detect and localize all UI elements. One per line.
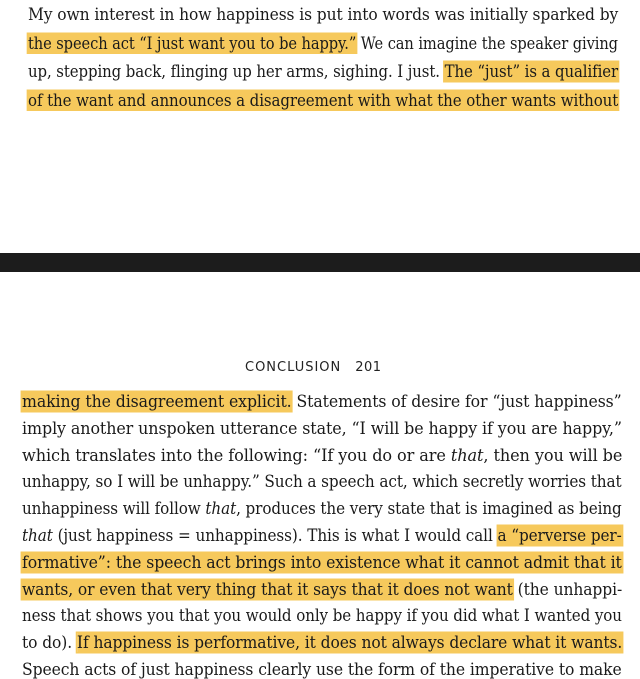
text-segment: , produces the very state that is imagined as being — [236, 499, 622, 519]
highlighted-text: of the want and announces a disagreement with what the other wants without — [28, 90, 619, 110]
text-line — [22, 419, 622, 438]
text-line — [28, 5, 618, 24]
text-segment: , then you will be — [483, 445, 623, 465]
text-segment: My own interest in how happiness is put into words was initially sparked by — [28, 5, 619, 24]
running-header — [245, 360, 382, 375]
highlighted-text: a “perverse per- — [497, 526, 622, 545]
highlighted-text: wants, or even that very thing that it says that it does not want — [22, 579, 513, 599]
text-line — [28, 91, 618, 110]
text-segment: imply another unspoken utterance state, “I will be happy if you are happy,” — [22, 418, 622, 438]
text-segment: We can imagine the speaker giving — [356, 33, 618, 53]
running-header-title: CONCLUSION — [245, 360, 342, 375]
text-line — [22, 660, 622, 679]
text-segment: (the unhappi- — [512, 579, 623, 599]
text-line — [22, 392, 622, 411]
text-line — [28, 34, 618, 53]
highlighted-text: the speech act “I just want you to be happy.” — [28, 33, 357, 53]
text-segment: unhappy, so I will be unhappy.” Such a speech act, which secretly worries that — [22, 472, 622, 492]
page-divider — [0, 253, 640, 272]
text-line — [22, 606, 622, 625]
text-line — [22, 446, 622, 465]
top-paragraph — [28, 0, 618, 120]
text-segment: to do). — [22, 633, 77, 653]
text-line — [22, 553, 622, 572]
text-line — [22, 580, 622, 599]
highlighted-text: making the disagreement explicit. — [22, 392, 292, 411]
text-segment: that — [450, 445, 484, 465]
page-bottom — [0, 272, 640, 679]
text-segment: Statements of desire for “just happiness” — [291, 392, 622, 411]
text-segment: unhappiness will follow — [22, 499, 206, 519]
text-segment: Speech acts of just happiness clearly use the form of the imperative to make — [22, 660, 622, 679]
page-top — [0, 0, 640, 253]
text-line — [22, 472, 622, 491]
page-number: 201 — [355, 360, 382, 375]
highlighted-text: formative”: the speech act brings into existence what it cannot admit that it — [22, 552, 622, 572]
bottom-paragraph — [22, 384, 623, 679]
highlighted-text: If happiness is performative, it does not always declare what it wants. — [76, 633, 623, 653]
text-segment: up, stepping back, flinging up her arms, sighing. I just. — [28, 62, 445, 81]
text-segment: that — [22, 526, 53, 545]
text-line — [28, 62, 618, 81]
text-line — [22, 526, 622, 545]
text-segment: ness that shows you that you would only be happy if you did what I wanted you — [22, 606, 622, 626]
highlighted-text: The “just” is a qualifier — [444, 62, 619, 81]
text-line — [22, 499, 622, 518]
text-line — [22, 633, 622, 652]
text-segment: (just happiness = unhappiness). This is what I would call — [52, 526, 498, 545]
text-segment: that — [205, 499, 237, 519]
text-segment: which translates into the following: “If you do or are — [22, 445, 451, 465]
